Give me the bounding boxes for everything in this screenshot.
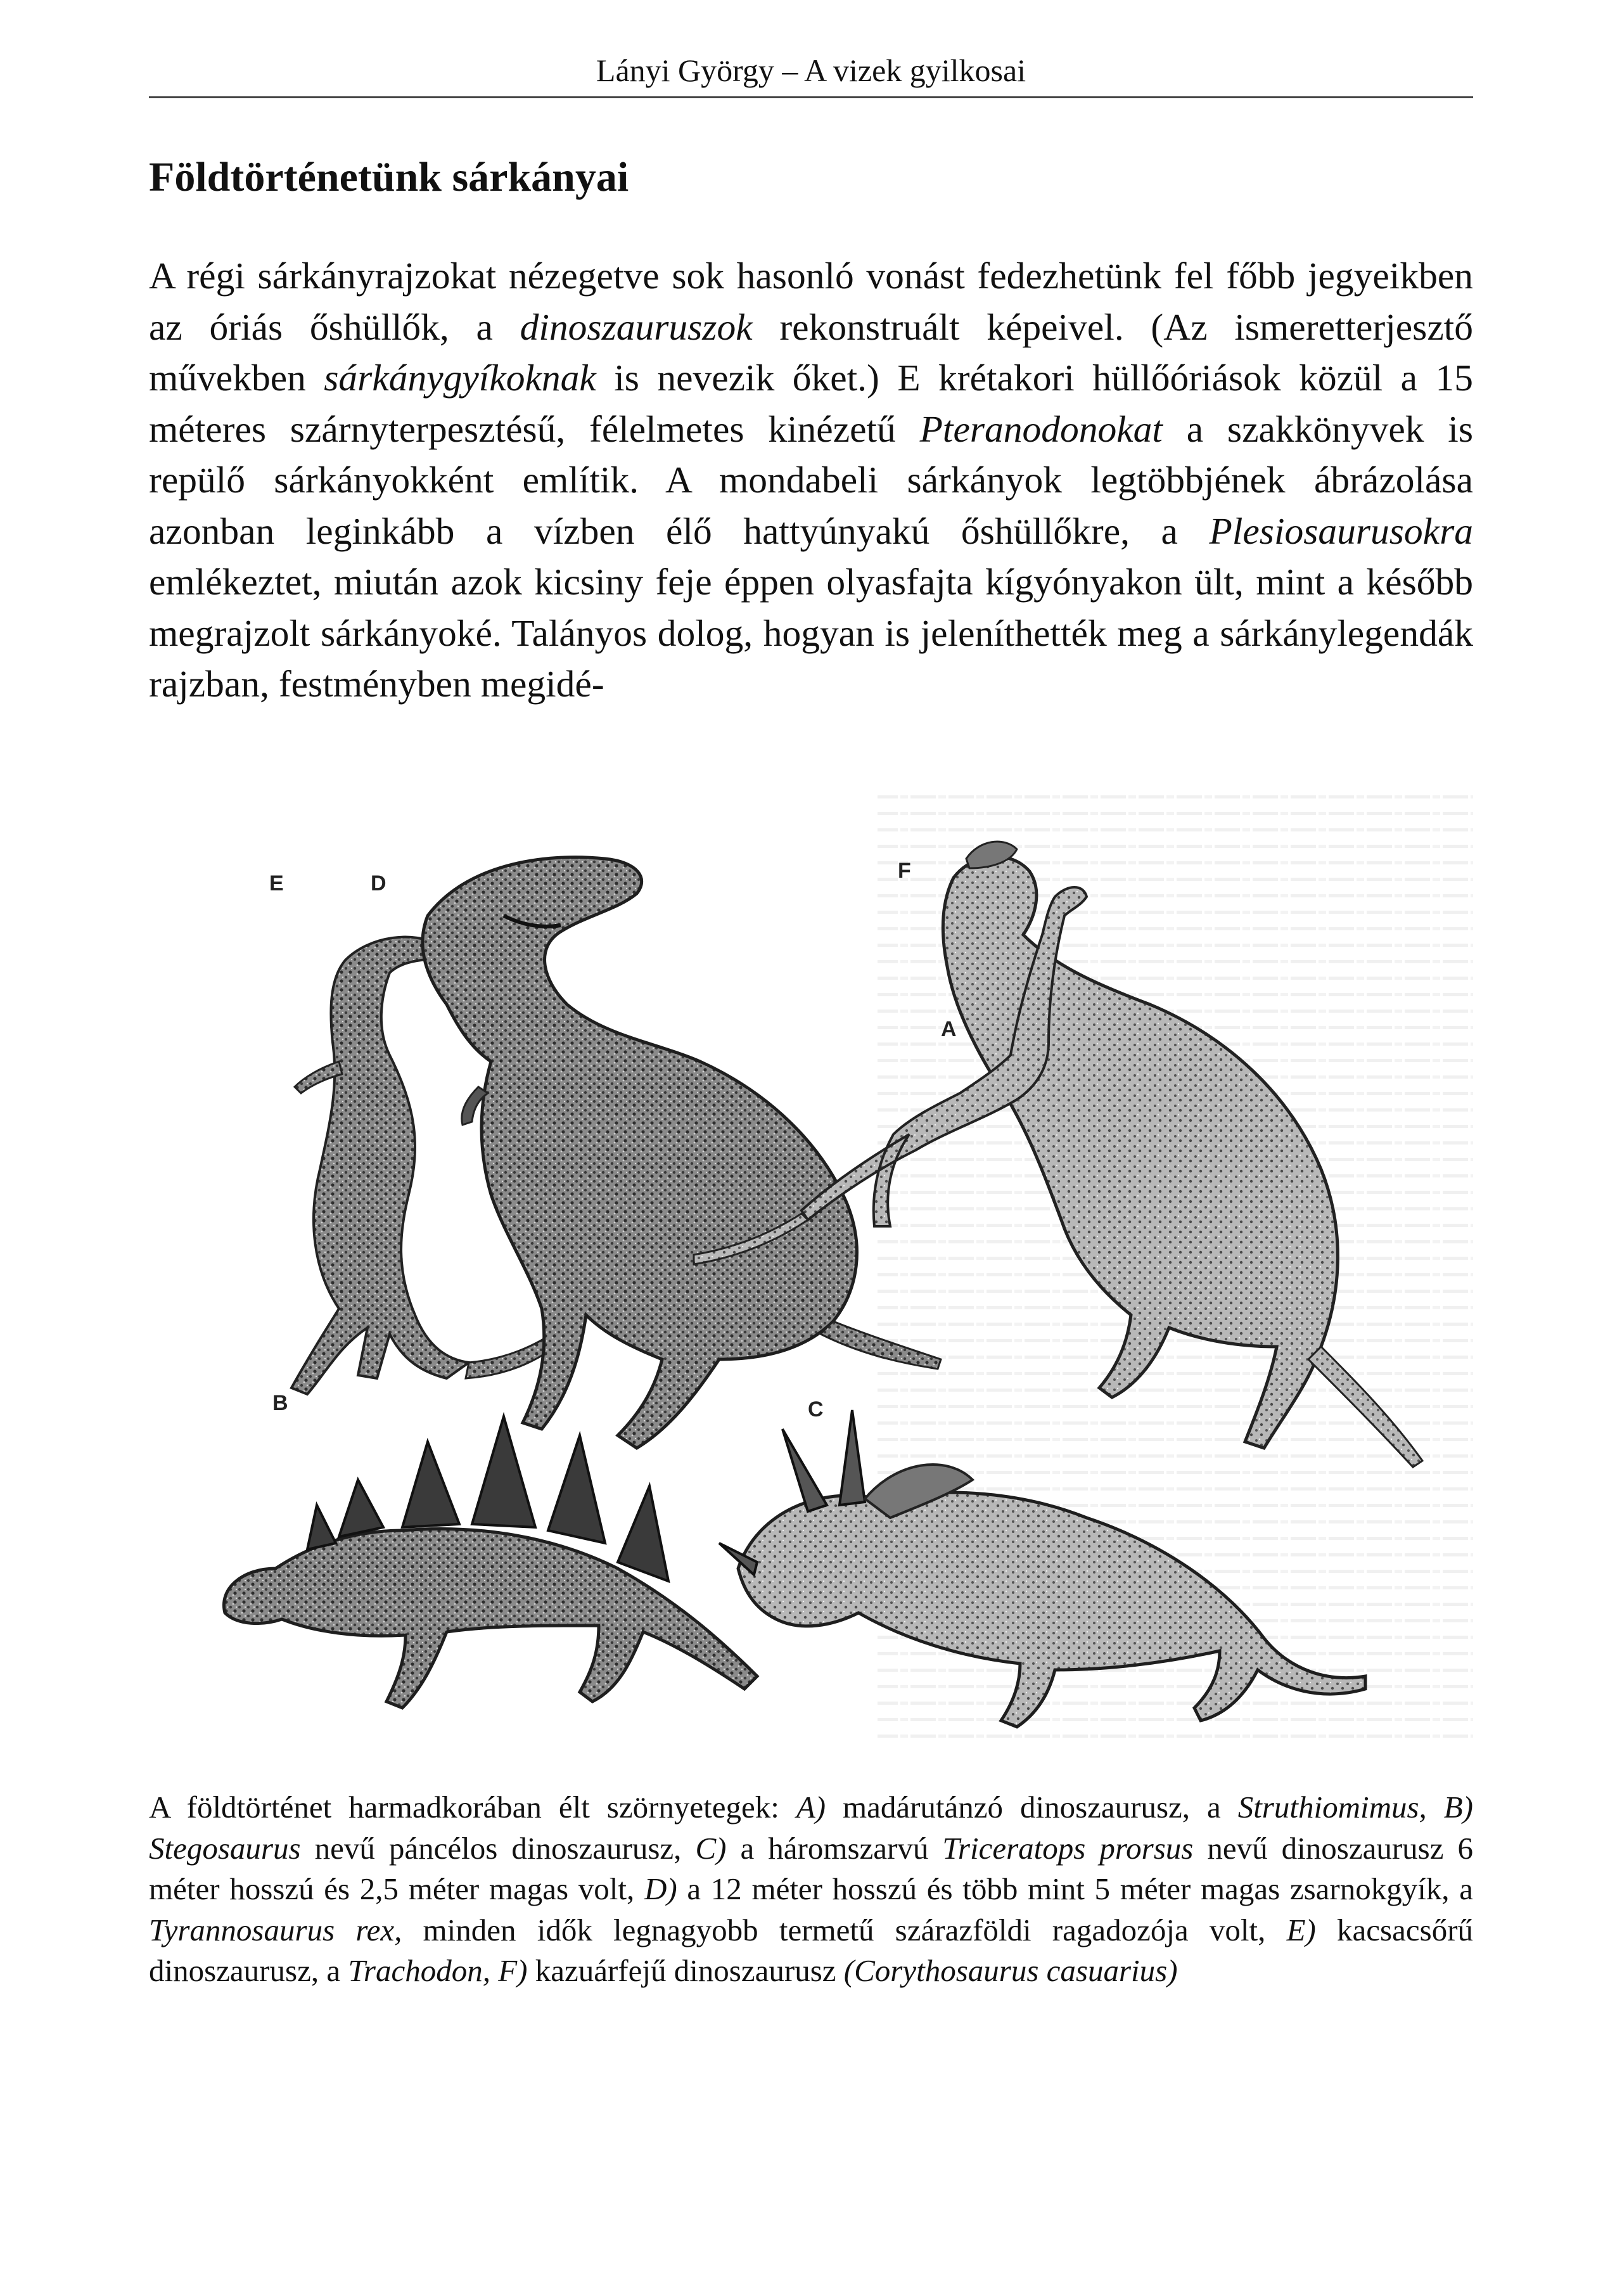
body-paragraph (149, 250, 1473, 710)
running-header: Lányi György – A vizek gyilkosai (596, 53, 1026, 88)
caption-run-italic: Triceratops prorsus (942, 1830, 1194, 1866)
label-c: C (808, 1397, 824, 1421)
caption-run: kacsacsőrű dinoszaurusz, a (149, 1912, 1474, 1988)
header-rule (149, 96, 1473, 98)
caption-run-italic: (Corythosaurus casuarius) (843, 1953, 1178, 1988)
text-run: A régi sárkányrajzokat nézegetve sok hasonló vonást fedezhetünk fel főbb jegyeikben az óriás őshüllők, a (149, 255, 1473, 348)
label-e: E (269, 871, 284, 895)
caption-run-italic: D) (644, 1871, 677, 1906)
caption-run: a 12 méter hosszú és több mint 5 méter magas zsarnokgyík, a (677, 1871, 1473, 1906)
caption-run-italic: Tyrannosaurus rex, (149, 1912, 402, 1947)
text-run-italic: sárkánygyíkoknak (324, 357, 596, 399)
text-run: a szakkönyvek is repülő sárkányokként említik. A mondabeli sárkányok legtöbbjének ábrázolása azonban leginkább a vízben élő hattyúnyakú őshüllőkre, a (149, 407, 1473, 552)
caption-run-italic: E) (1286, 1912, 1316, 1947)
label-f: F (898, 859, 911, 883)
dinosaur-illustration (149, 789, 1473, 1740)
caption-run: nevű dinoszaurusz 6 méter hosszú és 2,5 méter magas volt, (149, 1830, 1473, 1906)
article-title: Földtörténetünk sárkányai (149, 154, 629, 200)
dinosaur-b-stegosaurus (224, 1416, 757, 1708)
caption-run: kazuárfejű dinoszaurusz (527, 1953, 844, 1988)
caption-run-italic: Struthiomimus, B) Stegosaurus (149, 1790, 1473, 1866)
text-run: is nevezik őket.) E krétakori hüllőóriások közül a 15 méteres szárnyterpesztésű, félelmetes kinézetű (149, 357, 1473, 450)
label-b: B (272, 1391, 288, 1415)
caption-run-italic: C) (695, 1830, 727, 1866)
text-run-italic: Pteranodonokat (919, 407, 1163, 450)
caption-run: a háromszarvú (726, 1830, 943, 1866)
text-run-italic: dinoszauruszok (520, 305, 753, 348)
figure-caption (149, 1787, 1473, 1992)
text-run: emlékeztet, miután azok kicsiny feje éppen olyasfajta kígyónyakon ült, mint a később megrajzolt sárkányoké. Talányos dolog, hogyan is jeleníthették meg a sárkánylegendák rajzban, festményben megidé- (149, 561, 1473, 705)
caption-run: madárutánzó dinoszaurusz, a (826, 1790, 1238, 1825)
text-run-italic: Plesiosaurusokra (1209, 510, 1473, 552)
label-d: D (371, 871, 386, 895)
caption-run: A földtörténet harmadkorában élt szörnyetegek: (149, 1790, 796, 1825)
caption-run-italic: Trachodon, F) (348, 1953, 528, 1988)
caption-run: nevű páncélos dinoszaurusz, (300, 1830, 696, 1866)
caption-run: minden idők legnagyobb termetű szárazföldi ragadozója volt, (402, 1912, 1287, 1947)
label-a: A (941, 1017, 957, 1041)
text-run: rekonstruált képeivel. (Az ismeretterjesztő művekben (149, 305, 1474, 399)
caption-run-italic: A) (796, 1790, 826, 1825)
